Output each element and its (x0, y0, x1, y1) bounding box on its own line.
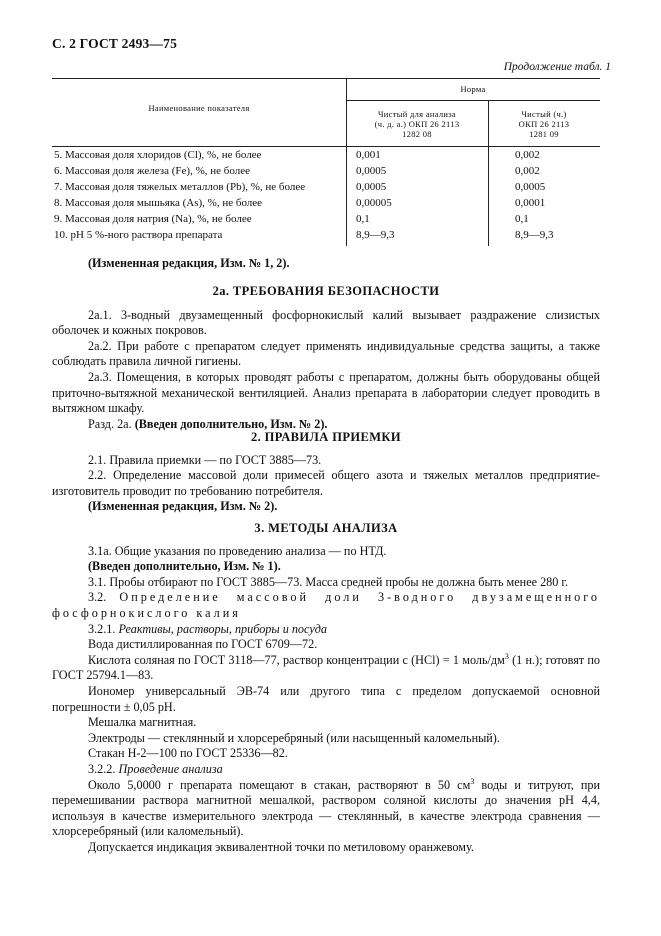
row-value-chda: 0,001 (356, 149, 381, 161)
header-bottom-border (52, 146, 600, 147)
paragraph-3-2-2: 3.2.2. Проведение анализа (88, 761, 223, 776)
row-value-chda: 0,00005 (356, 197, 392, 209)
norm-divider (346, 100, 600, 101)
row-value-ch: 8,9—9,3 (515, 229, 554, 241)
paragraph: Около 5,0000 г препарата помещают в стакан, растворяют в 50 $см^3$ воды и титруют, при перемешивании раствора магнитной мешалкой, раствором соляной кислоты до значения pH 4,4, используя в качестве измерительного электрода — стеклянный, в качестве электрода сравнения — хлорсеребряный (или каломельный). (52, 776, 600, 839)
edit-note-1: (Измененная редакция, Изм. № 1, 2). (88, 256, 290, 270)
paragraph: Мешалка магнитная. (88, 715, 197, 730)
paragraph: 2.2. Определение массовой доли примесей общего азота и тяжелых металлов предприятие-изготовитель проводит по требованию потребителя. (52, 468, 600, 498)
section-2a (52, 284, 600, 432)
table-row (52, 165, 600, 181)
row-name: 5. Массовая доля хлоридов (Cl), %, не более (54, 149, 262, 161)
row-value-ch: 0,002 (515, 165, 540, 177)
row-name: 9. Массовая доля натрия (Na), %, не более (54, 213, 252, 225)
row-name: 6. Массовая доля железа (Fe), %, не более (54, 165, 250, 177)
table-row (52, 149, 600, 165)
row-value-chda: 0,0005 (356, 181, 387, 193)
indicators-table (52, 78, 600, 246)
section-heading: 2а. ТРЕБОВАНИЯ БЕЗОПАСНОСТИ (212, 284, 440, 298)
row-value-ch: 0,002 (515, 149, 540, 161)
paragraph-3-2-1: 3.2.1. Реактивы, растворы, приборы и посуда (88, 621, 327, 636)
page-header: С. 2 ГОСТ 2493—75 (52, 36, 178, 51)
paragraph: Допускается индикация эквивалентной точки по метиловому оранжевому. (88, 839, 474, 854)
section-heading: 3. МЕТОДЫ АНАЛИЗА (254, 521, 398, 535)
table-top-border (52, 78, 600, 79)
col-name-header: Наименование показателя (148, 103, 250, 113)
row-value-chda: 0,1 (356, 213, 370, 225)
col-ch-header: Чистый (ч.) ОКП 26 2113 1281 09 (518, 109, 570, 139)
table-row (52, 229, 600, 245)
section-2 (52, 430, 600, 515)
row-name: 10. pH 5 %-ного раствора препарата (54, 229, 223, 241)
section-note: (Введен дополнительно, Изм. № 1). (88, 559, 281, 574)
paragraph: 2а.2. При работе с препаратом следует применять индивидуальные средства защиты, а также соблюдать правила личной гигиены. (52, 338, 600, 369)
row-value-chda: 8,9—9,3 (356, 229, 395, 241)
row-value-ch: 0,0005 (515, 181, 546, 193)
row-value-chda: 0,0005 (356, 165, 387, 177)
section-3 (52, 521, 600, 855)
paragraph: Вода дистиллированная по ГОСТ 6709—72. (88, 637, 318, 652)
paragraph: 2а.3. Помещения, в которых проводят работы с препаратом, должны быть оборудованы общей приточно-вытяжной механической вентиляцией. Анализ препарата в лаборатории следует проводить в вытяжном шкафу. (52, 369, 600, 416)
section-heading: 2. ПРАВИЛА ПРИЕМКИ (250, 430, 402, 444)
paragraph: Электроды — стеклянный и хлорсеребряный (или насыщенный каломельный). (88, 730, 500, 745)
paragraph: Кислота соляная по ГОСТ 3118—77, раствор концентрации с (HCl) = 1 моль/$дм^3$ (1 н.); готовят по ГОСТ 25794.1—83. (52, 651, 600, 683)
paragraph: Стакан Н-2—100 по ГОСТ 25336—82. (88, 746, 288, 761)
paragraph: 3.1а. Общие указания по проведению анализа — по НТД. (88, 543, 387, 558)
table-continuation-label: Продолжение табл. 1 (503, 61, 611, 73)
row-value-ch: 0,0001 (515, 197, 546, 209)
table-row (52, 181, 600, 197)
paragraph: Иономер универсальный ЭВ-74 или другого типа с пределом допускаемой основной погрешности ± 0,05 pH. (52, 683, 600, 714)
row-value-ch: 0,1 (515, 213, 529, 225)
table-row (52, 213, 600, 229)
section-note: Разд. 2а. (Введен дополнительно, Изм. № 2). (88, 416, 328, 431)
paragraph: 3.1. Пробы отбирают по ГОСТ 3885—73. Масса средней пробы не должна быть менее 280 г. (88, 574, 569, 589)
row-name: 7. Массовая доля тяжелых металлов (Pb), %, не более (54, 181, 306, 193)
section-note: (Измененная редакция, Изм. № 2). (88, 499, 278, 514)
table-row (52, 197, 600, 213)
paragraph: 2.1. Правила приемки — по ГОСТ 3885—73. (88, 452, 322, 467)
col-chda-header: Чистый для анализа (ч. д. а.) ОКП 26 2113 1282 08 (374, 109, 460, 139)
row-name: 8. Массовая доля мышьяка (As), %, не более (54, 197, 263, 209)
paragraph-3-2: 3.2. Определение массовой доли 3-водного двузамещенного фосфорнокислого калия (52, 590, 601, 620)
norm-header: Норма (460, 84, 486, 94)
paragraph: 2а.1. 3-водный двузамещенный фосфорнокислый калий вызывает раздражение слизистых оболочек и кожных покровов. (52, 307, 600, 338)
